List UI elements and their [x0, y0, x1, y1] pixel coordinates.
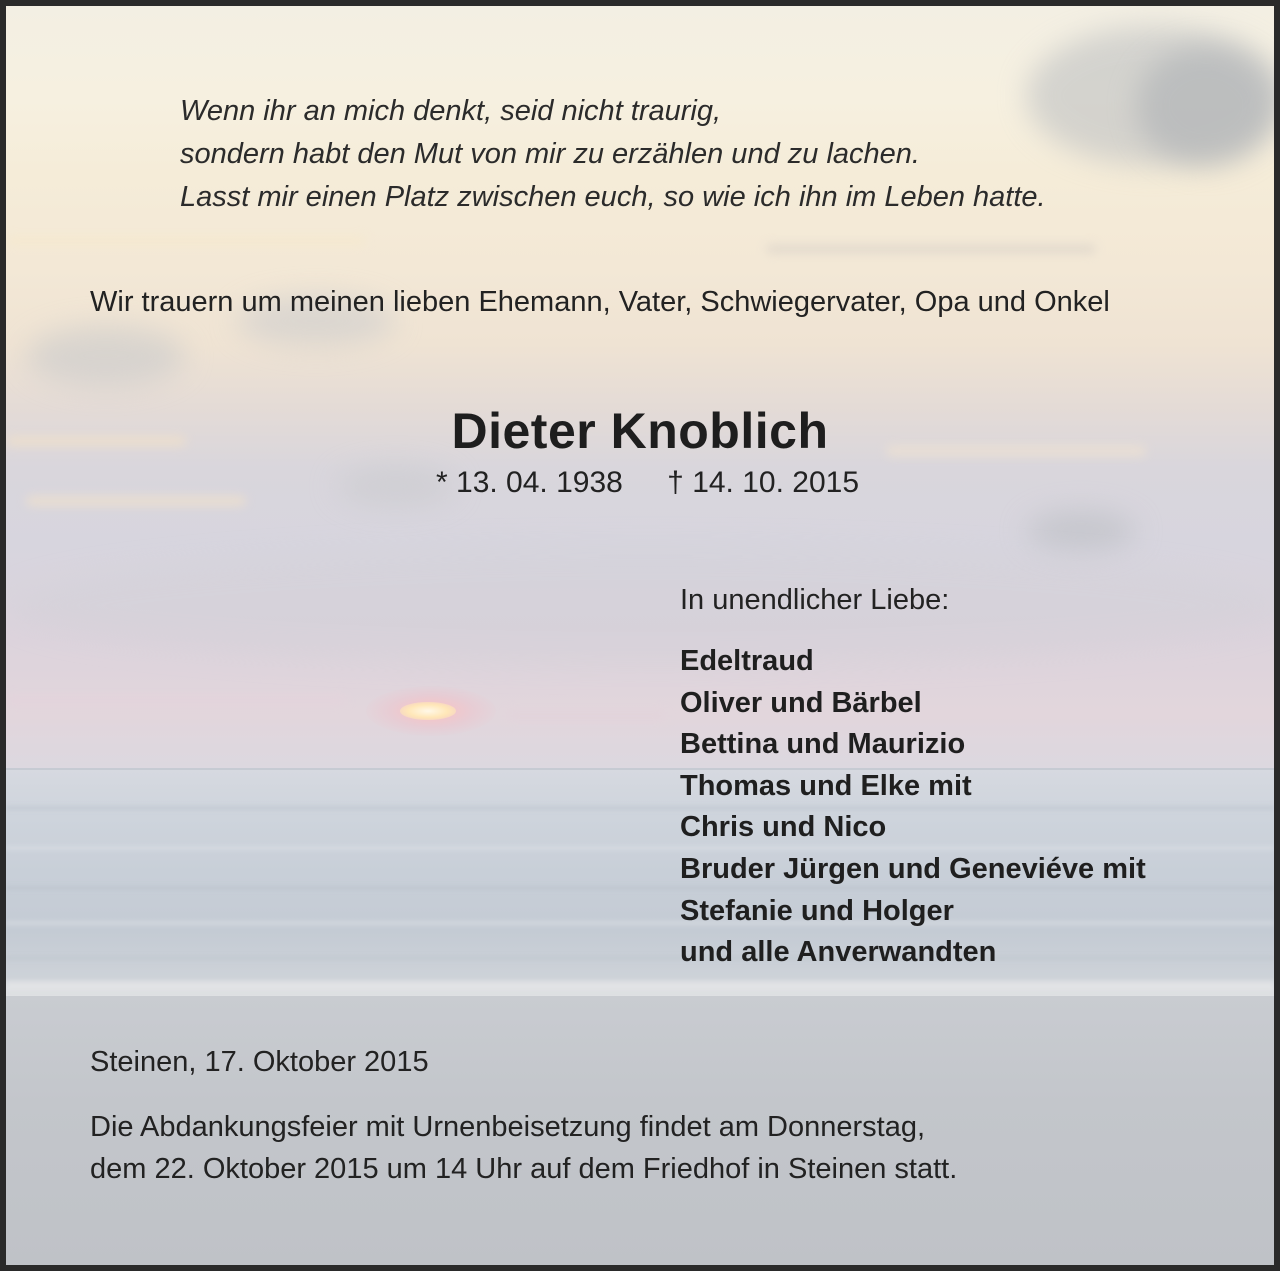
ceremony-line: Die Abdankungsfeier mit Urnenbeisetzung findet am Donnerstag,: [90, 1111, 926, 1143]
ceremony-line: dem 22. Oktober 2015 um 14 Uhr auf dem Friedhof in Steinen statt.: [90, 1153, 958, 1185]
cloud-streak: [506, 711, 666, 721]
poem-line: Lasst mir einen Platz zwischen euch, so wie ich ihn im Leben hatte.: [180, 181, 1046, 213]
family-member: Edeltraud: [680, 645, 814, 677]
birth-date: * 13. 04. 1938: [436, 466, 623, 499]
life-dates: [436, 466, 859, 500]
family-member: Thomas und Elke mit: [680, 769, 972, 802]
memorial-poem: [180, 90, 1046, 219]
cloud: [1026, 511, 1136, 551]
cloud-streak: [6, 236, 366, 246]
family-member: Bruder Jürgen und Geneviéve mit: [680, 852, 1146, 885]
ceremony-info: [90, 1106, 957, 1190]
place-and-date: Steinen, 17. Oktober 2015: [90, 1046, 429, 1078]
wave: [6, 981, 1274, 991]
family-member: Oliver und Bärbel: [680, 686, 922, 719]
poem-line: Wenn ihr an mich denkt, seid nicht traurig,: [180, 95, 722, 127]
cloud: [26, 326, 186, 386]
family-member: Chris und Nico: [680, 811, 887, 844]
cloud-streak: [766, 244, 1096, 254]
family-member: Bettina und Maurizio: [680, 728, 966, 761]
setting-sun: [400, 702, 456, 720]
cloud-streak: [6, 696, 346, 706]
poem-line: sondern habt den Mut von mir zu erzählen und zu lachen.: [180, 138, 920, 170]
deceased-name: Dieter Knoblich: [451, 403, 829, 459]
cloud-streak: [26, 496, 246, 506]
family-member: Stefanie und Holger: [680, 894, 954, 927]
family-heading: In unendlicher Liebe:: [680, 584, 950, 616]
cloud: [1136, 46, 1276, 166]
family-list: [680, 641, 1146, 974]
death-date: † 14. 10. 2015: [667, 466, 860, 499]
family-member: und alle Anverwandten: [680, 936, 997, 969]
mourning-statement: Wir trauern um meinen lieben Ehemann, Vater, Schwiegervater, Opa und Onkel: [90, 286, 1110, 318]
